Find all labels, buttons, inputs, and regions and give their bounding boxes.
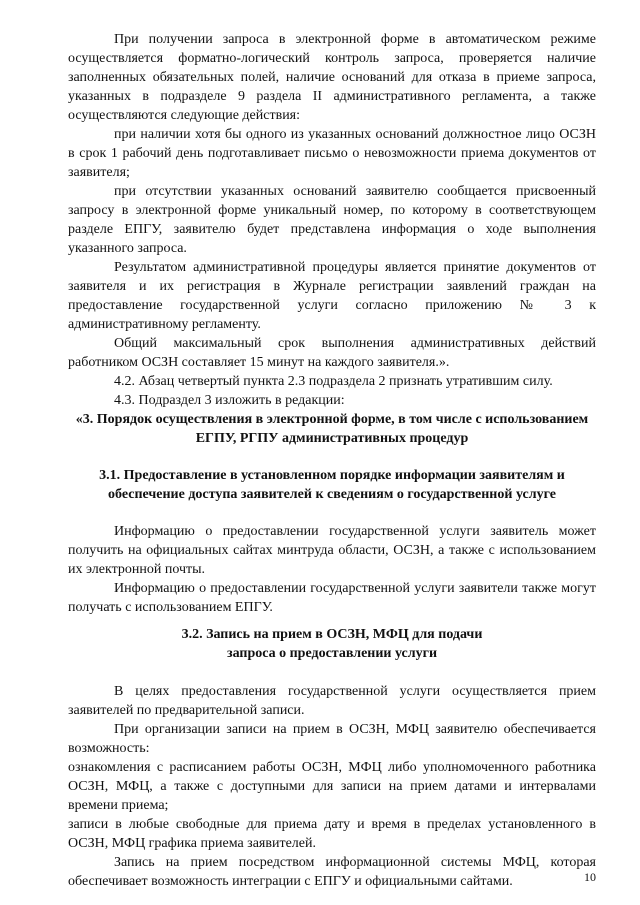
- section-3-heading: «3. Порядок осуществления в электронной форме, в том числе с использованием ЕГПУ, РГПУ административных процедур: [75, 412, 589, 446]
- spacer: [68, 617, 596, 625]
- paragraph-3-2-organization: При организации записи на прием в ОСЗН, МФЦ заявителю обеспечивается возможность:: [68, 722, 596, 756]
- paragraph-grounds-present: при наличии хотя бы одного из указанных оснований должностное лицо ОСЗН в срок 1 рабочий день подготавливает письмо о невозможности приема документов от заявителя;: [68, 127, 596, 180]
- paragraph-grounds-absent: при отсутствии указанных оснований заявителю сообщается присвоенный запросу в электронной форме уникальный номер, по которому в соответствующем разделе ЕПГУ, заявителю будет представлена информация о ходе выполнения указанного запроса.: [68, 184, 596, 256]
- page-number: 10: [584, 870, 596, 884]
- paragraph-procedure-result: Результатом административной процедуры является принятие документов от заявителя и их регистрация в Журнале регистрации заявлений граждан на предоставление государственной услуги согласно приложению № 3 к административному регламенту.: [68, 260, 596, 332]
- paragraph-3-2-free-slots: записи в любые свободные для приема дату и время в пределах установленного в ОСЗН, МФЦ графика приема заявителей.: [68, 817, 596, 851]
- spacer: [68, 504, 596, 522]
- spacer: [68, 448, 596, 466]
- paragraph-amendment-4-3: 4.3. Подраздел 3 изложить в редакции:: [114, 393, 345, 408]
- subsection-3-2-heading-line1: 3.2. Запись на прием в ОСЗН, МФЦ для подачи: [181, 627, 483, 642]
- paragraph-3-2-schedule: ознакомления с расписанием работы ОСЗН, МФЦ либо уполномоченного работника ОСЗН, МФЦ, а также с доступными для записи на прием датами и интервалами времени приема;: [68, 760, 596, 813]
- subsection-3-2-heading-line2: запроса о предоставлении услуги: [226, 646, 438, 661]
- paragraph-3-2-preregistration: В целях предоставления государственной услуги осуществляется прием заявителей по предварительной записи.: [68, 684, 596, 718]
- paragraph-electronic-request: При получении запроса в электронной форме в автоматическом режиме осуществляется форматно-логический контроль запроса, проверяется наличие заполненных обязательных полей, наличие оснований для отказа в приеме запроса, указанных в подразделе 9 раздела II административного регламента, а также осуществляются следующие действия:: [68, 32, 596, 123]
- paragraph-3-1-info-sources: Информацию о предоставлении государственной услуги заявитель может получить на официальных сайтах минтруда области, ОСЗН, а также с использованием их электронной почты.: [68, 524, 596, 577]
- subsection-3-1-heading: 3.1. Предоставление в установленном порядке информации заявителям и обеспечение доступа заявителей к сведениям о государственной услуге: [99, 468, 565, 502]
- paragraph-3-2-mfc-system: Запись на прием посредством информационной системы МФЦ, которая обеспечивает возможность интеграции с ЕПГУ и официальными сайтами.: [68, 855, 596, 889]
- page-content: [68, 30, 596, 891]
- paragraph-max-time: Общий максимальный срок выполнения административных действий работником ОСЗН составляет 15 минут на каждого заявителя.».: [68, 336, 596, 370]
- paragraph-3-1-epgu: Информацию о предоставлении государственной услуги заявители также могут получать с использованием ЕПГУ.: [68, 581, 596, 615]
- paragraph-amendment-4-2: 4.2. Абзац четвертый пункта 2.3 подраздела 2 признать утратившим силу.: [114, 374, 553, 389]
- spacer: [68, 663, 596, 682]
